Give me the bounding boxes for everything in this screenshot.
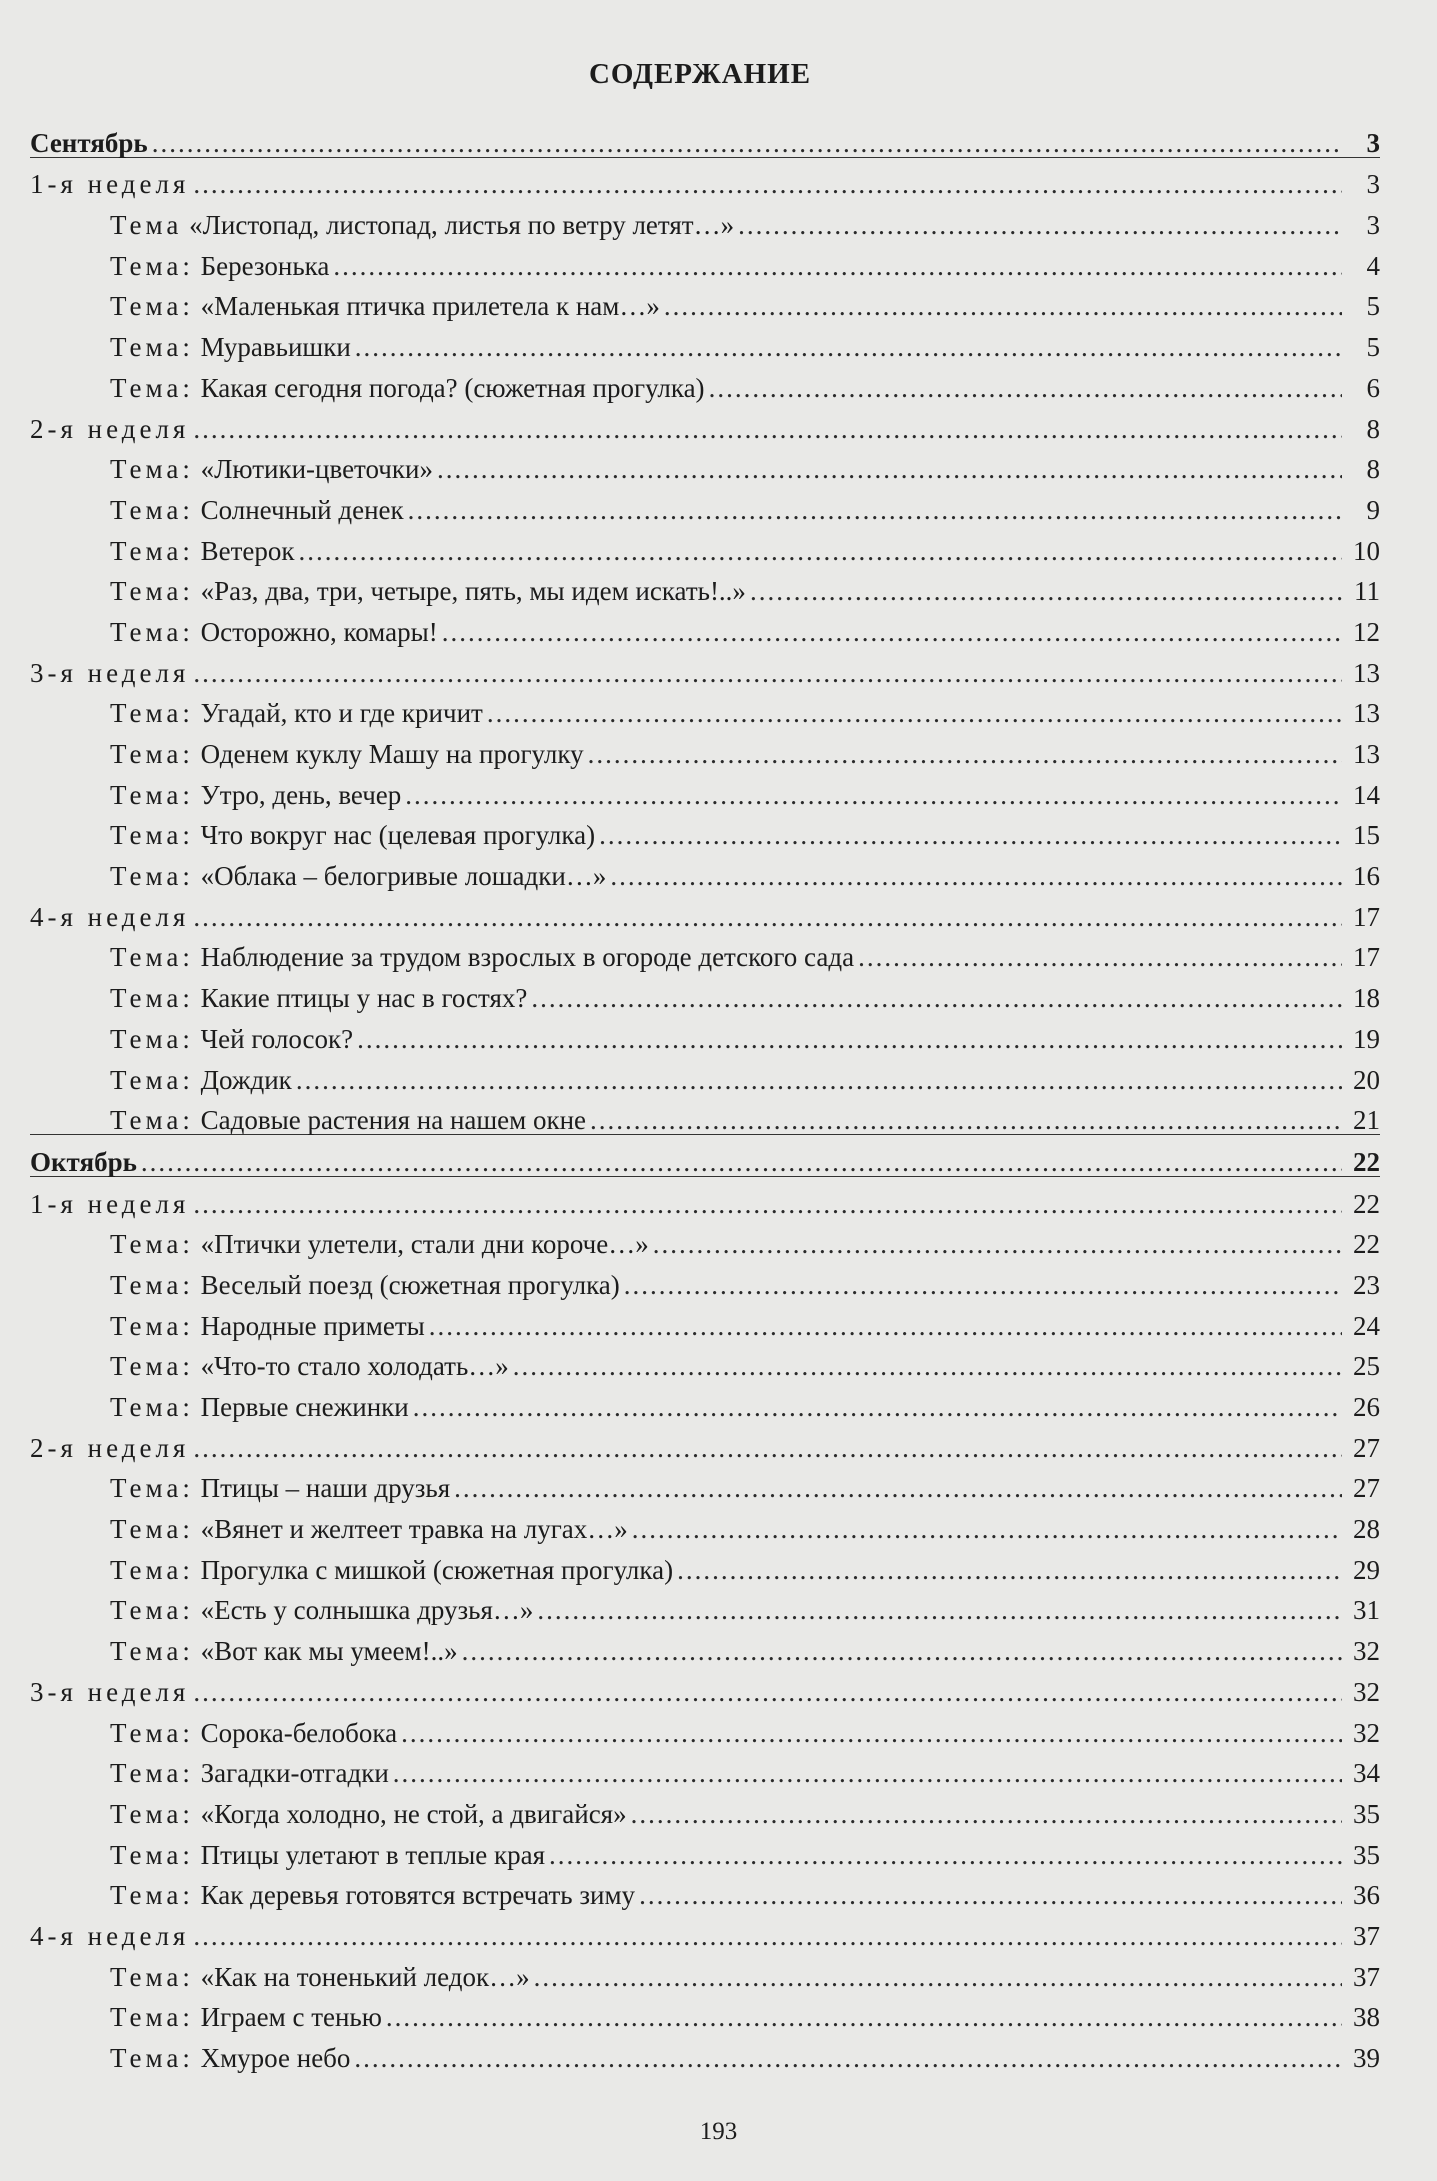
toc-entry-page: 27 xyxy=(1353,1432,1380,1463)
dot-leader xyxy=(664,293,1342,320)
toc-entry-topic xyxy=(30,1624,1380,1665)
dot-leader xyxy=(653,1231,1342,1258)
toc-entry-page: 13 xyxy=(1353,698,1380,729)
toc-entry-topic xyxy=(30,443,1380,484)
toc-entry-page: 6 xyxy=(1366,372,1380,403)
toc-entry-topic xyxy=(30,1950,1380,1991)
toc-entry-label xyxy=(30,372,705,403)
toc-entry-label: 2-я неделя xyxy=(30,1432,190,1463)
page-title: СОДЕРЖАНИЕ xyxy=(588,58,812,90)
toc-entry-topic xyxy=(30,1991,1380,2032)
toc-entry-topic xyxy=(30,1218,1380,1259)
toc-entry-topic xyxy=(30,768,1380,809)
topic-title: Птицы – наши друзья xyxy=(200,1473,451,1504)
topic-prefix: Тема: xyxy=(110,291,194,322)
toc-entry-label xyxy=(30,494,404,525)
toc-entry-topic xyxy=(30,1502,1380,1543)
toc-entry-topic xyxy=(30,320,1380,361)
topic-prefix: Тема: xyxy=(110,1961,194,1992)
topic-prefix: Тема: xyxy=(110,372,194,403)
toc-entry-label xyxy=(30,1231,649,1258)
toc-entry-label xyxy=(30,1516,628,1543)
toc-entry-label xyxy=(30,1717,398,1748)
topic-prefix: Тема: xyxy=(110,1880,194,1911)
topic-title: «Когда холодно, не стой, а двигайся» xyxy=(200,1798,627,1829)
topic-prefix: Тема: xyxy=(110,861,194,892)
toc-entry-label xyxy=(30,2045,350,2072)
dot-leader xyxy=(333,253,1342,280)
toc-entry-label: 2-я неделя xyxy=(30,413,190,444)
toc-entry-label xyxy=(30,1882,635,1909)
dot-leader xyxy=(549,1842,1342,1869)
toc-entry-page: 37 xyxy=(1353,1920,1380,1951)
toc-entry-label xyxy=(30,1064,292,1095)
toc-entry-page: 10 xyxy=(1353,535,1380,566)
topic-prefix: Тема: xyxy=(110,454,194,485)
toc-entry-topic xyxy=(30,1869,1380,1910)
toc-entry-label xyxy=(30,822,595,849)
toc-entry-label: 1-я неделя xyxy=(30,1188,190,1219)
toc-entry-label xyxy=(30,578,746,605)
toc-entry-label xyxy=(30,741,584,768)
toc-entry-label xyxy=(30,1269,620,1300)
topic-title: Как деревья готовятся встречать зиму xyxy=(200,1880,636,1911)
toc-entry-page: 22 xyxy=(1353,1188,1380,1219)
toc-entry-label xyxy=(30,535,295,566)
topic-title: Утро, день, вечер xyxy=(200,779,402,810)
toc-entry-topic xyxy=(30,1462,1380,1503)
toc-entry-page: 26 xyxy=(1353,1392,1380,1422)
dot-leader xyxy=(401,1720,1342,1747)
toc-entry-week xyxy=(30,1177,1380,1218)
toc-entry-page: 25 xyxy=(1353,1351,1380,1382)
toc-entry-page: 32 xyxy=(1353,1636,1380,1667)
toc-entry-label xyxy=(30,212,734,239)
toc-entry-page: 39 xyxy=(1353,2043,1380,2073)
topic-prefix: Тема: xyxy=(110,1839,194,1870)
dot-leader xyxy=(408,497,1342,524)
toc-entry-page: 14 xyxy=(1353,779,1380,810)
toc-entry-page: 17 xyxy=(1353,942,1380,973)
topic-prefix: Тема: xyxy=(110,1554,194,1585)
toc-entry-page: 4 xyxy=(1366,250,1380,281)
dot-leader xyxy=(193,1191,1342,1218)
dot-leader xyxy=(413,1394,1342,1421)
dot-leader xyxy=(299,538,1343,565)
topic-title: «Маленькая птичка прилетела к нам…» xyxy=(200,291,660,322)
topic-title: «Облака – белогривые лошадки…» xyxy=(200,861,607,892)
dot-leader xyxy=(677,1557,1342,1584)
toc-entry-topic xyxy=(30,1340,1380,1381)
toc-entry-topic xyxy=(30,687,1380,728)
toc-entry-page: 3 xyxy=(1366,127,1380,158)
toc-entry-page: 31 xyxy=(1353,1595,1380,1626)
toc-entry-topic xyxy=(30,1053,1380,1094)
topic-title: Хмурое небо xyxy=(200,2043,351,2073)
topic-title: «Вянет и желтеет травка на лугах…» xyxy=(200,1514,628,1545)
toc-entry-topic xyxy=(30,727,1380,768)
toc-entry-label xyxy=(30,2004,382,2031)
dot-leader xyxy=(354,2045,1342,2072)
topic-prefix: Тема: xyxy=(110,535,194,566)
topic-title: Играем с тенью xyxy=(200,2002,382,2033)
toc-entry-label xyxy=(30,456,433,483)
toc-entry-label: 4-я неделя xyxy=(30,1920,190,1951)
toc-entry-topic xyxy=(30,1584,1380,1625)
toc-entry-week xyxy=(30,158,1380,199)
topic-title: Что вокруг нас (целевая прогулка) xyxy=(200,820,596,851)
dot-leader xyxy=(632,1516,1342,1543)
toc-entry-topic xyxy=(30,1094,1380,1135)
topic-prefix: Тема: xyxy=(110,1758,194,1789)
dot-leader xyxy=(537,1597,1342,1624)
toc-entry-label: 3-я неделя xyxy=(30,1676,190,1707)
toc-entry-topic xyxy=(30,1747,1380,1788)
dot-leader xyxy=(454,1475,1342,1502)
topic-title: Наблюдение за трудом взрослых в огороде детского сада xyxy=(200,942,855,973)
topic-title: Оденем куклу Машу на прогулку xyxy=(200,739,584,769)
topic-prefix: Тема: xyxy=(110,739,194,769)
toc-entry-page: 22 xyxy=(1353,1229,1380,1260)
toc-entry-page: 16 xyxy=(1353,861,1380,892)
dot-leader xyxy=(355,334,1342,361)
toc-entry-page: 21 xyxy=(1353,1105,1380,1136)
toc-entry-label: 4-я неделя xyxy=(30,901,190,932)
toc-entry-label xyxy=(30,1798,627,1829)
toc-entry-topic xyxy=(30,1258,1380,1299)
toc-entry-page: 13 xyxy=(1353,657,1380,688)
toc-entry-page: 13 xyxy=(1353,739,1380,769)
topic-title: «Раз, два, три, четыре, пять, мы идем искать!..» xyxy=(200,576,746,607)
toc-entry-month xyxy=(30,116,1380,158)
topic-prefix: Тема: xyxy=(110,779,194,810)
toc-entry-page: 12 xyxy=(1353,616,1380,647)
topic-prefix: Тема: xyxy=(110,616,194,647)
dot-leader xyxy=(193,416,1342,443)
topic-title: «Птички улетели, стали дни короче…» xyxy=(200,1229,649,1260)
dot-leader xyxy=(531,985,1342,1012)
dot-leader xyxy=(750,578,1342,605)
toc-entry-page: 17 xyxy=(1353,901,1380,932)
toc-entry-topic xyxy=(30,198,1380,239)
toc-entry-page: 28 xyxy=(1353,1514,1380,1545)
topic-prefix: Тема: xyxy=(110,250,194,281)
topic-title: Загадки-отгадки xyxy=(200,1758,389,1789)
toc-entry-page: 27 xyxy=(1353,1473,1380,1504)
toc-entry-label xyxy=(30,1839,546,1870)
toc-entry-topic xyxy=(30,1012,1380,1053)
toc-entry-page: 35 xyxy=(1353,1839,1380,1870)
toc-entry-topic xyxy=(30,931,1380,972)
dot-leader xyxy=(858,944,1342,971)
topic-title: «Листопад, листопад, листья по ветру летят…» xyxy=(189,210,735,241)
toc-entry-label xyxy=(30,616,438,647)
topic-prefix: Тема: xyxy=(110,1064,194,1095)
dot-leader xyxy=(709,375,1342,402)
topic-title: Угадай, кто и где кричит xyxy=(200,698,483,729)
toc-entry-label xyxy=(30,1475,450,1502)
toc-entry-page: 3 xyxy=(1366,169,1380,200)
toc-entry-label xyxy=(30,1023,354,1054)
dot-leader xyxy=(738,212,1342,239)
topic-prefix: Тема: xyxy=(110,1636,194,1667)
toc-entry-week xyxy=(30,1665,1380,1706)
toc-entry-page: 38 xyxy=(1353,2002,1380,2033)
topic-prefix: Тема: xyxy=(110,1023,194,1054)
topic-title: Дождик xyxy=(200,1064,292,1095)
dot-leader xyxy=(462,1638,1342,1665)
toc-entry-week xyxy=(30,1909,1380,1950)
toc-entry-label xyxy=(30,1353,509,1380)
topic-prefix: Тема: xyxy=(110,942,194,973)
dot-leader xyxy=(296,1067,1342,1094)
toc-entry-label: 1-я неделя xyxy=(30,169,190,200)
dot-leader xyxy=(429,1313,1342,1340)
topic-title: Березонька xyxy=(200,250,330,281)
toc-entry-topic xyxy=(30,280,1380,321)
toc-entry-topic xyxy=(30,1543,1380,1584)
topic-prefix: Тема: xyxy=(110,1229,194,1260)
toc-entry-page: 24 xyxy=(1353,1310,1380,1341)
toc-entry-label xyxy=(30,1760,389,1787)
toc-entry-page: 9 xyxy=(1366,494,1380,525)
topic-prefix: Тема: xyxy=(110,1351,194,1382)
toc-entry-label xyxy=(30,250,330,281)
toc-entry-topic xyxy=(30,1787,1380,1828)
topic-title: Ветерок xyxy=(200,535,295,566)
toc-entry-page: 5 xyxy=(1366,332,1380,363)
toc-entry-label xyxy=(30,863,606,890)
topic-prefix: Тема: xyxy=(110,2002,194,2033)
toc-entry-topic xyxy=(30,524,1380,565)
topic-title: Первые снежинки xyxy=(200,1392,409,1422)
page-number: 193 xyxy=(699,2118,738,2145)
topic-prefix: Тема: xyxy=(110,1105,194,1136)
dot-leader xyxy=(442,619,1342,646)
toc-entry-topic xyxy=(30,239,1380,280)
topic-prefix: Тема: xyxy=(110,698,194,729)
topic-prefix: Тема: xyxy=(110,983,194,1014)
topic-prefix: Тема: xyxy=(110,332,194,363)
dot-leader xyxy=(513,1353,1342,1380)
topic-title: Прогулка с мишкой (сюжетная прогулка) xyxy=(200,1554,674,1585)
toc-entry-label: Сентябрь xyxy=(30,127,148,158)
topic-title: Народные приметы xyxy=(200,1310,425,1341)
topic-prefix: Тема: xyxy=(110,1798,194,1829)
toc-entry-page: 35 xyxy=(1353,1798,1380,1829)
toc-entry-page: 34 xyxy=(1353,1758,1380,1789)
toc-entry-label xyxy=(30,779,402,810)
topic-prefix: Тема: xyxy=(110,576,194,607)
toc-entry-page: 15 xyxy=(1353,820,1380,851)
topic-title: Веселый поезд (сюжетная прогулка) xyxy=(200,1269,620,1300)
dot-leader xyxy=(610,863,1342,890)
toc-entry-week xyxy=(30,402,1380,443)
toc-entry-label xyxy=(30,1394,409,1421)
toc-entry-page: 36 xyxy=(1353,1880,1380,1911)
topic-title: Чей голосок? xyxy=(200,1023,354,1054)
topic-prefix: Тема: xyxy=(110,494,194,525)
dot-leader xyxy=(193,1923,1342,1950)
dot-leader xyxy=(631,1801,1342,1828)
toc-entry-topic xyxy=(30,1706,1380,1747)
topic-title: Какая сегодня погода? (сюжетная прогулка) xyxy=(200,372,705,403)
topic-title: Муравьишки xyxy=(200,332,351,363)
topic-prefix: Тема: xyxy=(110,1310,194,1341)
dot-leader xyxy=(152,130,1342,157)
toc-entry-page: 29 xyxy=(1353,1554,1380,1585)
dot-leader xyxy=(624,1272,1342,1299)
toc-entry-page: 37 xyxy=(1353,1961,1380,1992)
topic-prefix: Тема xyxy=(110,210,183,241)
topic-title: Сорока-белобока xyxy=(200,1717,398,1748)
topic-title: «Есть у солнышка друзья…» xyxy=(200,1595,534,1626)
toc-entry-page: 18 xyxy=(1353,983,1380,1014)
toc-entry-page: 32 xyxy=(1353,1717,1380,1748)
dot-leader xyxy=(534,1964,1342,1991)
topic-title: «Как на тоненький ледок…» xyxy=(200,1961,530,1992)
topic-title: «Что-то стало холодать…» xyxy=(200,1351,509,1382)
toc-entry-label xyxy=(30,293,660,320)
table-of-contents xyxy=(30,116,1380,2072)
topic-title: Садовые растения на нашем окне xyxy=(200,1105,587,1136)
topic-title: Птицы улетают в теплые края xyxy=(200,1839,546,1870)
topic-prefix: Тема: xyxy=(110,820,194,851)
toc-entry-label xyxy=(30,944,854,971)
toc-entry-label: Октябрь xyxy=(30,1146,137,1177)
toc-entry-label xyxy=(30,985,527,1012)
toc-entry-label xyxy=(30,1310,425,1341)
toc-entry-label xyxy=(30,1961,530,1992)
topic-prefix: Тема: xyxy=(110,1717,194,1748)
toc-entry-label xyxy=(30,1638,458,1665)
topic-title: «Лютики-цветочки» xyxy=(200,454,433,485)
toc-entry-label xyxy=(30,1554,674,1585)
dot-leader xyxy=(193,1679,1342,1706)
dot-leader xyxy=(193,904,1342,931)
toc-entry-page: 3 xyxy=(1366,210,1380,241)
dot-leader xyxy=(599,822,1342,849)
toc-entry-week xyxy=(30,890,1380,931)
topic-prefix: Тема: xyxy=(110,1473,194,1504)
toc-entry-page: 20 xyxy=(1353,1064,1380,1095)
toc-entry-topic xyxy=(30,483,1380,524)
toc-entry-topic xyxy=(30,1828,1380,1869)
topic-title: Какие птицы у нас в гостях? xyxy=(200,983,528,1014)
toc-entry-month xyxy=(30,1134,1380,1177)
topic-prefix: Тема: xyxy=(110,1269,194,1300)
toc-entry-page: 5 xyxy=(1366,291,1380,322)
toc-entry-page: 23 xyxy=(1353,1269,1380,1300)
topic-title: Солнечный денек xyxy=(200,494,404,525)
dot-leader xyxy=(193,171,1342,198)
toc-entry-topic xyxy=(30,809,1380,850)
dot-leader xyxy=(590,1107,1342,1134)
toc-entry-label xyxy=(30,334,351,361)
topic-prefix: Тема: xyxy=(110,1514,194,1545)
toc-entry-page: 8 xyxy=(1366,454,1380,485)
toc-entry-page: 8 xyxy=(1366,413,1380,444)
toc-entry-page: 32 xyxy=(1353,1676,1380,1707)
toc-entry-topic xyxy=(30,971,1380,1012)
topic-prefix: Тема: xyxy=(110,2043,194,2073)
toc-entry-page: 11 xyxy=(1354,576,1380,607)
toc-entry-week xyxy=(30,646,1380,687)
toc-entry-label xyxy=(30,1597,533,1624)
toc-entry-label xyxy=(30,700,483,727)
toc-entry-page: 22 xyxy=(1353,1146,1380,1177)
toc-entry-topic xyxy=(30,2031,1380,2072)
topic-title: Осторожно, комары! xyxy=(200,616,438,647)
dot-leader xyxy=(141,1149,1342,1176)
toc-entry-label xyxy=(30,1107,586,1134)
dot-leader xyxy=(405,782,1342,809)
dot-leader xyxy=(193,1435,1342,1462)
dot-leader xyxy=(193,660,1342,687)
toc-entry-topic xyxy=(30,361,1380,402)
toc-entry-topic xyxy=(30,605,1380,646)
toc-entry-topic xyxy=(30,1380,1380,1421)
topic-prefix: Тема: xyxy=(110,1392,194,1422)
dot-leader xyxy=(639,1882,1342,1909)
topic-prefix: Тема: xyxy=(110,1595,194,1626)
dot-leader xyxy=(487,700,1342,727)
dot-leader xyxy=(386,2004,1342,2031)
toc-entry-label: 3-я неделя xyxy=(30,657,190,688)
dot-leader xyxy=(437,456,1342,483)
toc-entry-topic xyxy=(30,1299,1380,1340)
dot-leader xyxy=(588,741,1342,768)
toc-entry-week xyxy=(30,1421,1380,1462)
toc-entry-topic xyxy=(30,565,1380,606)
topic-title: «Вот как мы умеем!..» xyxy=(200,1636,458,1667)
toc-entry-topic xyxy=(30,849,1380,890)
dot-leader xyxy=(357,1026,1342,1053)
toc-entry-page: 19 xyxy=(1353,1023,1380,1054)
dot-leader xyxy=(393,1760,1342,1787)
